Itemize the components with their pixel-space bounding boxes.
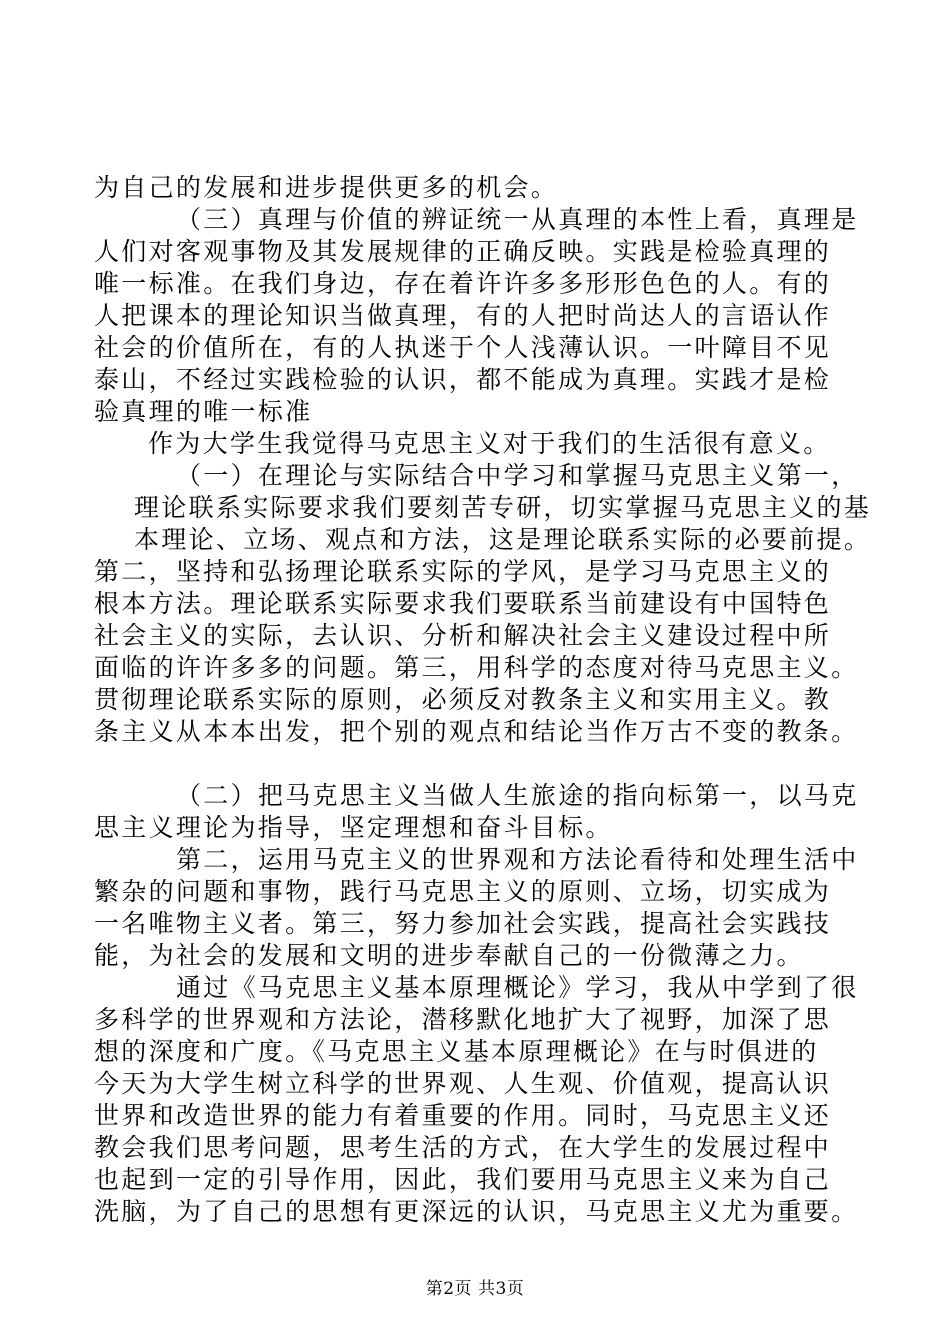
text-line: 本理论、立场、观点和方法，这是理论联系实际的必要前提。 [134,525,872,554]
text-line: 验真理的唯一标准 [94,397,313,426]
text-line: 能，为社会的发展和文明的进步奉献自己的一份微薄之力。 [94,941,804,970]
text-line: 理论联系实际要求我们要刻苦专研，切实掌握马克思主义的基 [134,493,872,522]
text-line: 多科学的世界观和方法论，潜移默化地扩大了视野，加深了思 [94,1005,832,1034]
text-line: 社会主义的实际，去认识、分析和解决社会主义建设过程中所 [94,621,832,650]
text-line: 面临的许许多多的问题。第三，用科学的态度对待马克思主义。 [94,653,859,682]
text-line: （三）真理与价值的辨证统一从真理的本性上看，真理是 [176,205,859,234]
text-line: 泰山，不经过实践检验的认识，都不能成为真理。实践才是检 [94,365,832,394]
text-line: （二）把马克思主义当做人生旅途的指向标第一，以马克 [176,781,859,810]
text-line: 人们对客观事物及其发展规律的正确反映。实践是检验真理的 [94,237,832,266]
text-line: 第二，坚持和弘扬理论联系实际的学风，是学习马克思主义的 [94,557,832,586]
text-line: 唯一标准。在我们身边，存在着许许多多形形色色的人。有的 [94,269,832,298]
text-line: 条主义从本本出发，把个别的观点和结论当作万古不变的教条。 [94,717,859,746]
text-line: 洗脑，为了自己的思想有更深远的认识，马克思主义尤为重要。 [94,1197,859,1226]
text-line: 第二，运用马克主义的世界观和方法论看待和处理生活中 [176,845,859,874]
text-line: 根本方法。理论联系实际要求我们要联系当前建设有中国特色 [94,589,832,618]
text-line: 也起到一定的引导作用，因此，我们要用马克思主义来为自己 [94,1165,832,1194]
text-line: 贯彻理论联系实际的原则，必须反对教条主义和实用主义。教 [94,685,832,714]
text-line: 一名唯物主义者。第三，努力参加社会实践，提高社会实践技 [94,909,832,938]
text-line: 思主义理论为指导，坚定理想和奋斗目标。 [94,813,613,842]
text-line: 为自己的发展和进步提供更多的机会。 [94,173,559,202]
text-line: 通过《马克思主义基本原理概论》学习，我从中学到了很 [176,973,859,1002]
text-line: 教会我们思考问题，思考生活的方式，在大学生的发展过程中 [94,1133,832,1162]
text-line: 人把课本的理论知识当做真理，有的人把时尚达人的言语认作 [94,301,832,330]
text-line: 繁杂的问题和事物，践行马克思主义的原则、立场，切实成为 [94,877,832,906]
text-line: 社会的价值所在，有的人执迷于个人浅薄认识。一叶障目不见 [94,333,832,362]
text-line: （一）在理论与实际结合中学习和掌握马克思主义第一， [176,461,859,490]
text-line: 作为大学生我觉得马克思主义对于我们的生活很有意义。 [148,429,831,458]
text-line: 世界和改造世界的能力有着重要的作用。同时，马克思主义还 [94,1101,832,1130]
text-line: 想的深度和广度。《马克思主义基本原理概论》在与时俱进的 [94,1037,819,1066]
page-number-footer: 第2页 共3页 [425,1279,525,1299]
text-line: 今天为大学生树立科学的世界观、人生观、价值观，提高认识 [94,1069,832,1098]
